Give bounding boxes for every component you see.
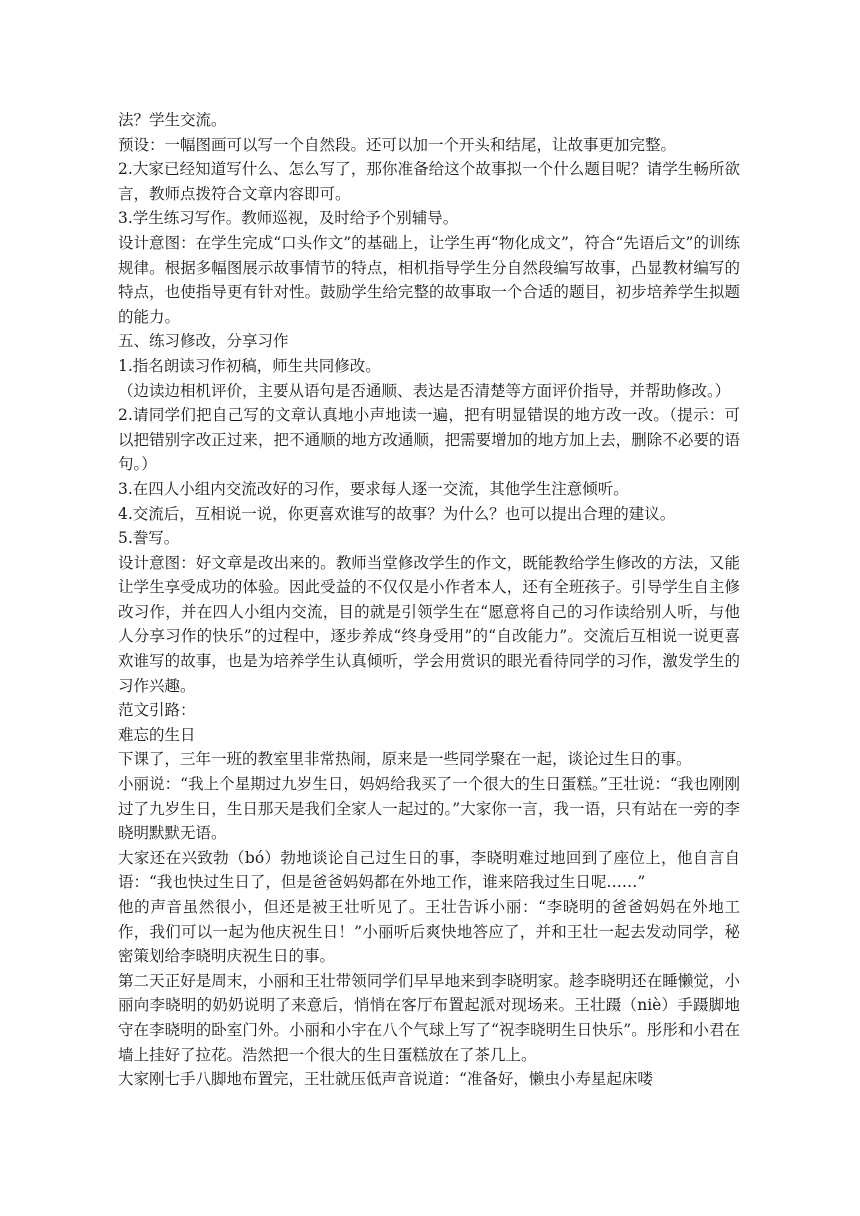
paragraph: 预设：一幅图画可以写一个自然段。还可以加一个开头和结尾，让故事更加完整。 — [118, 135, 677, 154]
paragraph: 3.在四人小组内交流改好的习作，要求每人逐一交流，其他学生注意倾听。 — [118, 479, 629, 498]
paragraph: 5.誊写。 — [118, 529, 180, 548]
essay-paragraph: 他的声音虽然很小，但还是被王壮听见了。王壮告诉小丽：“李晓明的爸爸妈妈在外地工作，我们可以一起为他庆祝生日！”小丽听后爽快地答应了，并和王壮一起去发动同学，秘密策划给李晓明庆祝生日的事。 — [118, 898, 740, 966]
paragraph: 法？学生交流。 — [118, 111, 227, 129]
paragraph: 3.学生练习写作。教师巡视，及时给予个别辅导。 — [118, 209, 459, 228]
essay-paragraph: 大家刚七手八脚地布置完，王壮就压低声音说道：“准备好，懒虫小寿星起床喽 — [118, 1070, 653, 1089]
paragraph: 1.指名朗读习作初稿，师生共同修改。 — [118, 356, 381, 375]
section-heading: 五、练习修改，分享习作 — [118, 332, 289, 351]
paragraph: 2.大家已经知道写什么、怎么写了，那你准备给这个故事拟一个什么题目呢？请学生畅所欲言，教师点拨符合文章内容即可。 — [118, 160, 740, 203]
document-body — [118, 108, 740, 1092]
design-intent-paragraph: 设计意图：在学生完成“口头作文”的基础上，让学生再“物化成文”，符合“先语后文”的训练规律。根据多幅图展示故事情节的特点，相机指导学生分自然段编写故事，凸显教材编写的特点，也使指导更有针对性。鼓励学生给完整的故事取一个合适的题目，初步培养学生拟题的能力。 — [118, 233, 740, 326]
essay-paragraph: 小丽说：“我上个星期过九岁生日，妈妈给我买了一个很大的生日蛋糕。”王壮说：“我也刚刚过了九岁生日，生日那天是我们全家人一起过的。”大家你一言，我一语，只有站在一旁的李晓明默默无语。 — [118, 775, 740, 843]
paragraph: 4.交流后，互相说一说，你更喜欢谁写的故事？为什么？也可以提出合理的建议。 — [118, 504, 676, 523]
paragraph: （边读边相机评价，主要从语句是否通顺、表达是否清楚等方面评价指导，并帮助修改。） — [118, 381, 731, 400]
essay-title: 难忘的生日 — [118, 725, 196, 744]
essay-paragraph: 大家还在兴致勃（bó）勃地谈论自己过生日的事，李晓明难过地回到了座位上，他自言自语：“我也快过生日了，但是爸爸妈妈都在外地工作，谁来陪我过生日呢……” — [118, 848, 740, 892]
paragraph: 2.请同学们把自己写的文章认真地小声地读一遍，把有明显错误的地方改一改。（提示：可以把错别字改正过来，把不通顺的地方改通顺，把需要增加的地方加上去，删除不必要的语句。） — [118, 406, 740, 474]
section-heading: 范文引路： — [118, 701, 196, 720]
design-intent-paragraph: 设计意图：好文章是改出来的。教师当堂修改学生的作文，既能教给学生修改的方法，又能让学生享受成功的体验。因此受益的不仅仅是小作者本人，还有全班孩子。引导学生自主修改习作，并在四人小组内交流，目的就是引领学生在“愿意将自己的习作读给别人听，与他人分享习作的快乐”的过程中，逐步养成“终身受用”的“自改能力”。交流后互相说一说更喜欢谁写的故事，也是为培养学生认真倾听，学会用赏识的眼光看待同学的习作，激发学生的习作兴趣。 — [118, 553, 740, 695]
essay-paragraph: 第二天正好是周末，小丽和王壮带领同学们早早地来到李晓明家。趁李晓明还在睡懒觉，小丽向李晓明的奶奶说明了来意后，悄悄在客厅布置起派对现场来。王壮蹑（niè）手蹑脚地守在李晓明的卧室门外。小丽和小宇在八个气球上写了“祝李晓明生日快乐”。彤彤和小君在墙上挂好了拉花。浩然把一个很大的生日蛋糕放在了茶几上。 — [118, 971, 740, 1064]
essay-paragraph: 下课了，三年一班的教室里非常热闹，原来是一些同学聚在一起，谈论过生日的事。 — [118, 750, 692, 769]
